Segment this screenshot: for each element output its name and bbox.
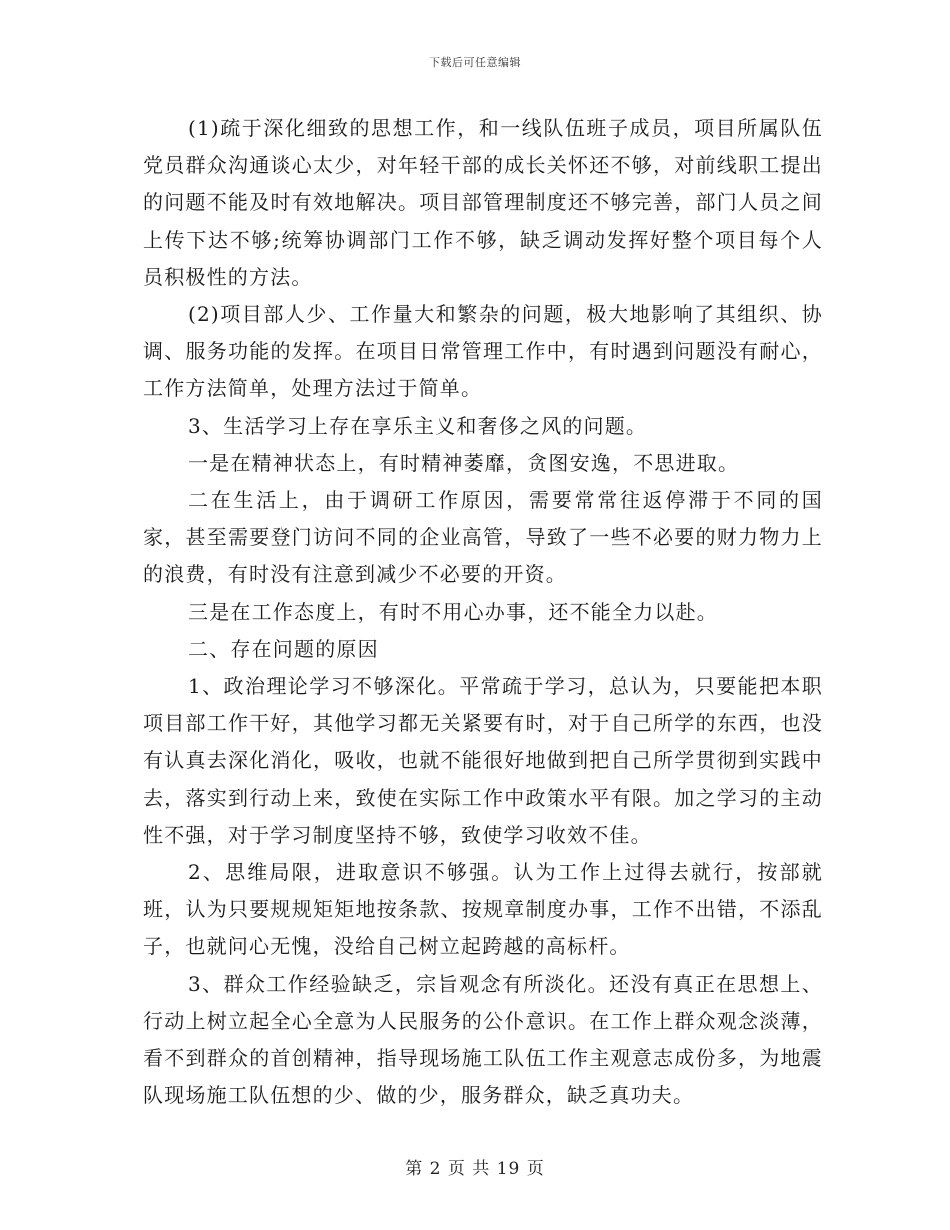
page-header-note: 下载后可任意编辑 [429, 56, 521, 69]
section-heading: 二、存在问题的原因 [188, 636, 379, 661]
page-number: 第 2 页 共 19 页 [405, 1159, 545, 1179]
paragraph: 3、生活学习上存在享乐主义和奢侈之风的问题。 [188, 413, 648, 438]
paragraph: 3、群众工作经验缺乏，宗旨观念有所淡化。还没有真正在思想上、行动上树立起全心全意为人民服务的公仆意识。在工作上群众观念淡薄，看不到群众的首创精神，指导现场施工队伍工作主观意志成份多，为地震队现场施工队伍想的少、做的少，服务群众，缺乏真功夫。 [143, 971, 823, 1108]
paragraph: 一是在精神状态上，有时精神萎靡，贪图安逸，不思进取。 [188, 450, 740, 475]
paragraph: 1、政治理论学习不够深化。平常疏于学习，总认为，只要能把本职项目部工作干好，其他学习都无关紧要有时，对于自己所学的东西，也没有认真去深化消化，吸收，也就不能很好地做到把自己所学贯彻到实践中去，落实到行动上来，致使在实际工作中政策水平有限。加之学习的主动性不强，对于学习制度坚持不够，致使学习收效不佳。 [143, 674, 823, 847]
paragraph: 三是在工作态度上，有时不用心办事，还不能全力以赴。 [188, 599, 718, 624]
paragraph: (2)项目部人少、工作量大和繁杂的问题，极大地影响了其组织、协调、服务功能的发挥。在项目日常管理工作中，有时遇到问题没有耐心，工作方法简单，处理方法过于简单。 [143, 302, 823, 401]
paragraph: (1)疏于深化细致的思想工作，和一线队伍班子成员，项目所属队伍党员群众沟通谈心太少，对年轻干部的成长关怀还不够，对前线职工提出的问题不能及时有效地解决。项目部管理制度还不够完善，部门人员之间上传下达不够;统筹协调部门工作不够，缺乏调动发挥好整个项目每个人员积极性的方法。 [143, 116, 823, 289]
paragraph: 二在生活上，由于调研工作原因，需要常常往返停滞于不同的国家，甚至需要登门访问不同的企业高管，导致了一些不必要的财力物力上的浪费，有时没有注意到减少不必要的开资。 [143, 488, 823, 587]
paragraph: 2、思维局限，进取意识不够强。认为工作上过得去就行，按部就班，认为只要规规矩矩地按条款、按规章制度办事，工作不出错，不添乱子，也就问心无愧，没给自己树立起跨越的高标杆。 [143, 860, 823, 959]
document-body [143, 110, 823, 1114]
